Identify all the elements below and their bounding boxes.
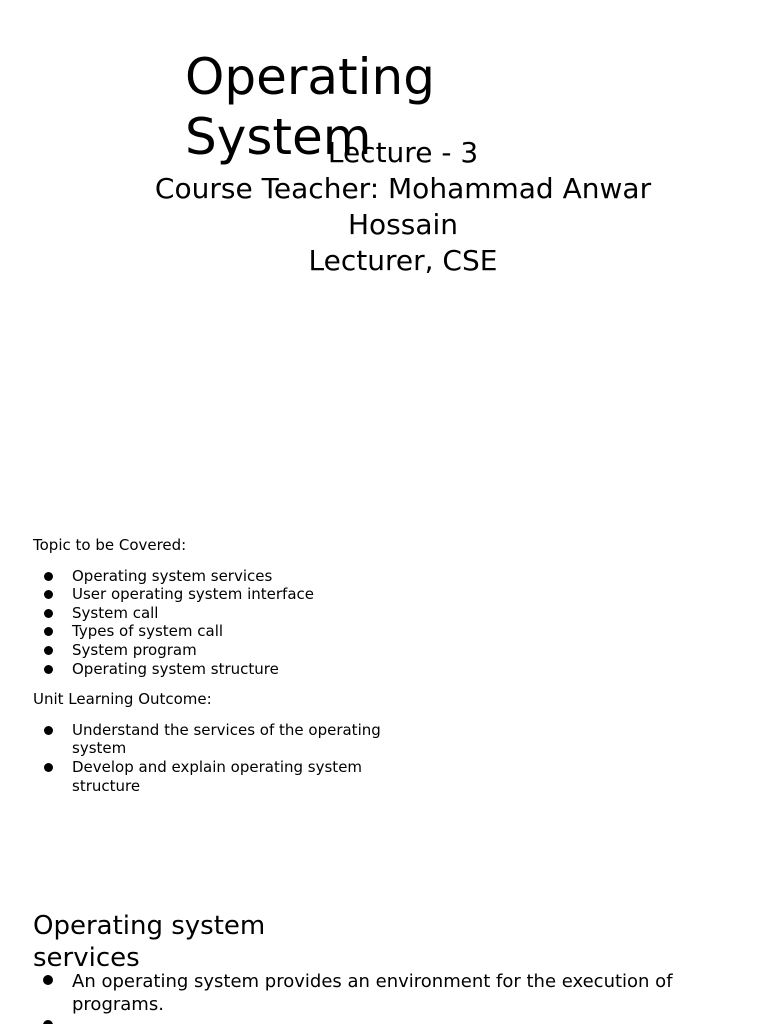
bullet-icon	[44, 590, 53, 599]
topic-text: System call	[72, 603, 159, 622]
course-teacher-line-2: Hossain	[347, 208, 459, 241]
topic-text: System program	[72, 640, 197, 659]
topic-text: User operating system interface	[72, 585, 314, 604]
bullet-icon	[43, 975, 53, 985]
list-item	[33, 585, 433, 604]
list-item	[33, 567, 433, 586]
section-bullets	[33, 970, 733, 1016]
topics-slide	[33, 536, 433, 807]
topic-text: Types of system call	[72, 622, 224, 641]
bullet-icon	[44, 665, 53, 674]
slide-subtitle	[100, 135, 706, 279]
topic-text: Operating system structure	[72, 659, 279, 678]
course-teacher-line-1: Course Teacher: Mohammad Anwar	[154, 172, 652, 205]
bullet-icon	[43, 1020, 53, 1024]
teacher-position: Lecturer, CSE	[308, 244, 498, 277]
list-item	[33, 660, 433, 679]
lecture-number: Lecture - 3	[327, 136, 479, 169]
topics-list	[33, 567, 433, 679]
list-item	[33, 721, 433, 758]
outcomes-list	[33, 721, 433, 795]
bullet-icon	[44, 609, 53, 618]
list-item	[33, 758, 433, 795]
bullet-icon	[44, 572, 53, 581]
topics-heading: Topic to be Covered:	[33, 536, 187, 554]
outcome-heading: Unit Learning Outcome:	[33, 690, 212, 709]
bullet-icon	[44, 646, 53, 655]
section-title: Operating system services	[33, 911, 266, 973]
list-item	[33, 970, 733, 1016]
list-item	[33, 641, 433, 660]
bullet-icon	[44, 763, 53, 772]
bullet-icon	[44, 726, 53, 735]
cut-off-next-bullet	[33, 1018, 733, 1024]
topic-text: Operating system services	[72, 566, 273, 585]
list-item	[33, 622, 433, 641]
section-body	[33, 970, 733, 1016]
slide-title: Operating System	[185, 48, 435, 166]
bullet-text: An operating system provides an environment for the execution of programs.	[72, 971, 673, 1015]
list-item	[33, 604, 433, 623]
bullet-icon	[44, 627, 53, 636]
outcome-text: Develop and explain operating system structure	[72, 757, 363, 795]
outcome-text: Understand the services of the operating system	[72, 720, 381, 758]
